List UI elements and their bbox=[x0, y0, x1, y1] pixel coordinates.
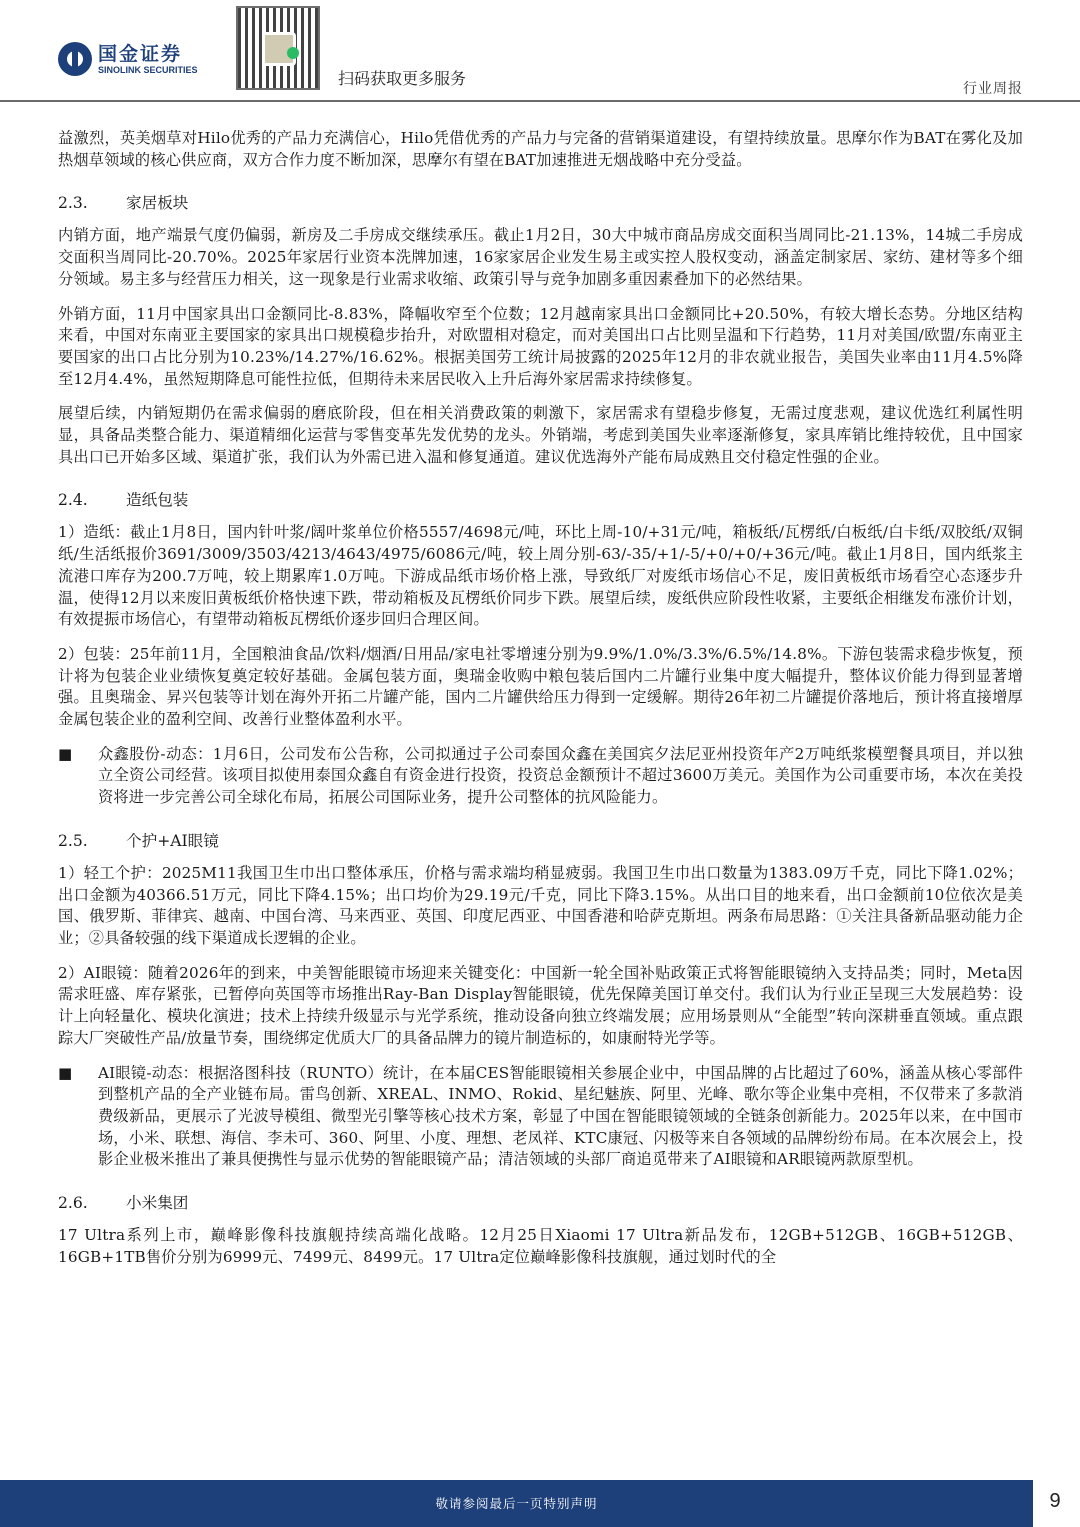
paper-paragraph: 1）造纸：截止1月8日，国内针叶浆/阔叶浆单位价格5557/4698元/吨，环比上周-10/+31元/吨，箱板纸/瓦楞纸/白板纸/白卡纸/双胶纸/双铜纸/生活纸报价3691/3009/3503/4213/4643/4975/6086元/吨，较上周分别-63/-35/+1/-5/+0/+0/+36元/吨。截止1月8日，国内纸浆主流港口库存为200.7万吨，较上期累库1.0万吨。下游成品纸市场价格上涨，导致纸厂对废纸市场信心不足，废旧黄板纸市场看空心态逐步升温，使得12月以来废旧黄板纸价格快速下跌，带动箱板及瓦楞纸价同步下跌。展望后续，废纸供应阶段性收紧，主要纸企相继发布涨价计划，有效提振市场信心，有望带动箱板瓦楞纸价逐步回归合理区间。 bbox=[58, 523, 1023, 629]
section-number: 2.5. bbox=[58, 831, 88, 850]
ai-glasses-news-paragraph: AI眼镜-动态：根据洛图科技（RUNTO）统计，在本届CES智能眼镜相关参展企业中，中国品牌的占比超过了60%，涵盖从核心零部件到整机产品的全产业链布局。雷鸟创新、XREAL、INMO、Rokid、星纪魅族、阿里、光峰、歌尔等企业集中亮相，不仅带来了多款消费级新品，更展示了光波导模组、微型光引擎等核心技术方案，彰显了中国在智能眼镜领域的全链条创新能力。2025年以来，在中国市场，小米、联想、海信、李未可、360、阿里、小度、理想、老凤祥、KTC康冠、闪极等来自各领域的品牌纷纷布局。在本次展会上，投影企业极米推出了兼具便携性与显示优势的智能眼镜产品；清洁领域的头部厂商追觅带来了AI眼镜和AR眼镜两款原型机。 bbox=[98, 1063, 1023, 1169]
section-heading-2-5 bbox=[58, 831, 1023, 851]
header-divider bbox=[0, 100, 1080, 102]
home-outlook-paragraph: 展望后续，内销短期仍在需求偏弱的磨底阶段，但在相关消费政策的刺激下，家居需求有望稳步修复，无需过度悲观，建议优选红利属性明显，具备品类整合能力、渠道精细化运营与零售变革先发优势的龙头。外销端，考虑到美国失业率逐渐修复，家具库销比维持较优，且中国家具出口已开始多区域、渠道扩张，我们认为外需已进入温和修复通道。建议优选海外产能布局成熟且交付稳定性强的企业。 bbox=[58, 404, 1023, 466]
footer-disclaimer: 敬请参阅最后一页特别声明 bbox=[435, 1496, 598, 1511]
qr-code-icon bbox=[236, 6, 320, 90]
page-header bbox=[0, 0, 1080, 102]
packaging-paragraph: 2）包装：25年前11月，全国粮油食品/饮料/烟酒/日用品/家电社零增速分别为9.9%/1.0%/3.3%/6.5%/14.8%。下游包装需求稳步恢复，预计将为包装企业业绩恢复奠定较好基础。金属包装方面，奥瑞金收购中粮包装后国内二片罐行业集中度大幅提升，整体议价能力得到显著增强。且奥瑞金、昇兴包装等计划在海外开拓二片罐产能，国内二片罐供给压力得到一定缓解。期待26年初二片罐提价落地后，预计将直接增厚金属包装企业的盈利空间、改善行业整体盈利水平。 bbox=[58, 644, 1023, 729]
bullet-square-icon: ■ bbox=[58, 1063, 73, 1082]
logo-name-cn: 国金证券 bbox=[98, 42, 183, 65]
section-number: 2.3. bbox=[58, 194, 88, 213]
zhongxin-news-paragraph: 众鑫股份-动态：1月6日，公司发布公告称，公司拟通过子公司泰国众鑫在美国宾夕法尼亚州投资年产2万吨纸浆模塑餐具项目，并以独立全资公司经营。该项目拟使用泰国众鑫自有资金进行投资，投资总金额预计不超过3600万美元。美国作为公司重要市场，本次在美投资将进一步完善公司全球化布局，拓展公司国际业务，提升公司整体的抗风险能力。 bbox=[98, 744, 1023, 807]
personal-care-paragraph: 1）轻工个护：2025M11我国卫生巾出口整体承压，价格与需求端均稍显疲弱。我国卫生巾出口数量为1383.09万千克，同比下降1.02%；出口金额为40366.51万元，同比下降4.15%；出口均价为29.19元/千克，同比下降3.15%。从出口目的地来看，出口金额前10位依次是美国、俄罗斯、菲律宾、越南、中国台湾、马来西亚、英国、印度尼西亚、中国香港和哈萨克斯坦。两条布局思路：①关注具备新品驱动能力企业；②具备较强的线下渠道成长逻辑的企业。 bbox=[58, 863, 1023, 947]
home-export-paragraph: 外销方面，11月中国家具出口金额同比-8.83%，降幅收窄至个位数；12月越南家具出口金额同比+20.50%，有较大增长态势。分地区结构来看，中国对东南亚主要国家的家具出口规模稳步抬升，对欧盟相对稳定，而对美国出口占比则呈温和下行趋势，11月对美国/欧盟/东南亚主要国家的出口占比分别为10.23%/14.27%/16.62%。根据美国劳工统计局披露的2025年12月的非农就业报告，美国失业率由11月4.5%降至12月4.4%，虽然短期降息可能性拉低，但期待未来居民收入上升后海外家居需求持续修复。 bbox=[58, 304, 1023, 388]
company-logo bbox=[58, 42, 198, 76]
logo-name-en: SINOLINK SECURITIES bbox=[98, 64, 198, 75]
section-title: 小米集团 bbox=[126, 1194, 189, 1213]
intro-paragraph: 益激烈，英美烟草对Hilo优秀的产品力充满信心，Hilo凭借优秀的产品力与完备的营销渠道建设，有望持续放量。思摩尔作为BAT在雾化及加热烟草领域的核心供应商，双方合作力度不断加深，思摩尔有望在BAT加速推进无烟战略中充分受益。 bbox=[58, 129, 1023, 169]
section-number: 2.4. bbox=[58, 491, 88, 510]
home-domestic-paragraph: 内销方面，地产端景气度仍偏弱，新房及二手房成交继续承压。截止1月2日，30大中城市商品房成交面积当周同比-21.13%，14城二手房成交面积当周同比-20.70%。2025年家居行业资本洗牌加速，16家家居企业发生易主或实控人股权变动，涵盖定制家居、家纺、建材等多个细分领域。易主多与经营压力相关，这一现象是行业需求收缩、政策引导与竞争加剧多重因素叠加下的必然结果。 bbox=[58, 226, 1023, 288]
section-number: 2.6. bbox=[58, 1194, 88, 1213]
list-item bbox=[58, 1063, 1023, 1172]
report-type-label: 行业周报 bbox=[963, 81, 1023, 97]
wechat-icon bbox=[287, 47, 299, 59]
section-title: 个护+AI眼镜 bbox=[126, 831, 219, 850]
section-heading-2-4 bbox=[58, 490, 1023, 510]
report-body bbox=[58, 128, 1023, 1268]
section-heading-2-6 bbox=[58, 1193, 1023, 1213]
bullet-square-icon: ■ bbox=[58, 744, 73, 763]
xiaomi-paragraph: 17 Ultra系列上市，巅峰影像科技旗舰持续高端化战略。12月25日Xiaomi 17 Ultra新品发布，12GB+512GB、16GB+512GB、16GB+1TB售价分别为6999元、7499元、8499元。17 Ultra定位巅峰影像科技旗舰，通过划时代的全 bbox=[58, 1226, 1023, 1266]
page-number: 9 bbox=[1049, 1490, 1061, 1512]
scan-prompt: 扫码获取更多服务 bbox=[338, 69, 467, 88]
section-heading-2-3 bbox=[58, 193, 1023, 213]
section-title: 家居板块 bbox=[126, 194, 189, 213]
page-footer bbox=[0, 1480, 1080, 1527]
section-title: 造纸包装 bbox=[126, 491, 189, 510]
list-item bbox=[58, 744, 1023, 809]
ai-glasses-paragraph: 2）AI眼镜：随着2026年的到来，中美智能眼镜市场迎来关键变化：中国新一轮全国补贴政策正式将智能眼镜纳入支持品类；同时，Meta因需求旺盛、库存紧张，已暂停向英国等市场推出Ray-Ban Display智能眼镜，优先保障美国订单交付。我们认为行业正呈现三大发展趋势：设计上向轻量化、模块化演进；技术上持续升级显示与光学系统，推动设备向独立终端发展；应用场景则从“全能型”转向深耕垂直领域。重点跟踪大厂突破性产品/放量节奏，围绕绑定优质大厂的具备品牌力的镜片制造标的，如康耐特光学等。 bbox=[58, 963, 1023, 1047]
logo-mark-icon bbox=[58, 42, 92, 76]
